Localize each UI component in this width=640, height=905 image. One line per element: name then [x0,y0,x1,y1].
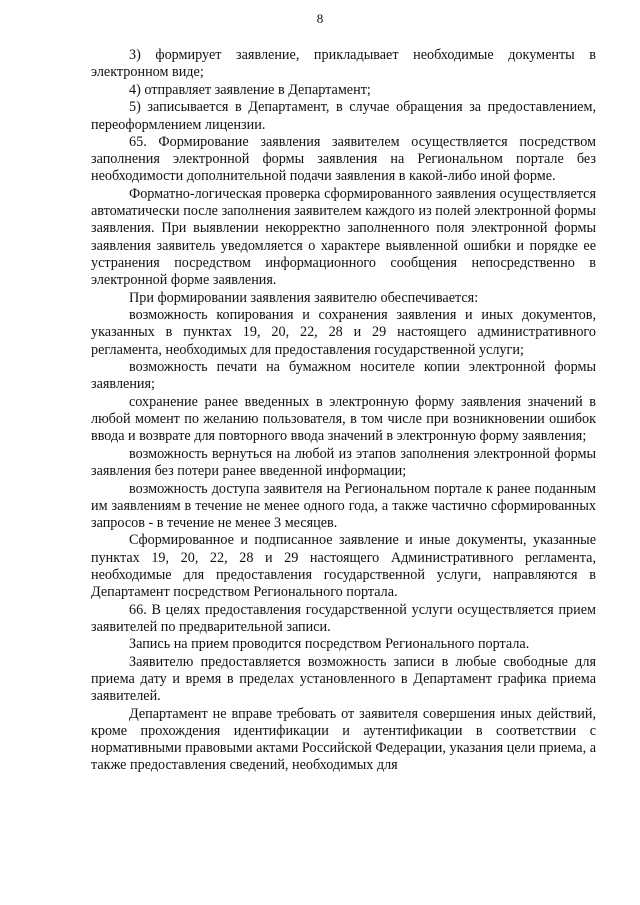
paragraph: сохранение ранее введенных в электронную форму заявления значений в любой момент по желанию пользователя, в том числе при возникновении ошибок ввода и возврате для повторного ввода значений в электронную форму заявления; [91,393,596,445]
paragraph: При формировании заявления заявителю обеспечивается: [129,289,479,306]
paragraph: возможность вернуться на любой из этапов заполнения электронной формы заявления без потери ранее введенной информации; [91,445,596,479]
page-body [91,47,596,775]
page-number: 8 [316,11,324,26]
paragraph: возможность копирования и сохранения заявления и иных документов, указанных в пунктах 19, 20, 22, 28 и 29 настоящего административного регламента, необходимых для предоставления государственной услуги; [91,307,596,358]
paragraph: Форматно-логическая проверка сформированного заявления осуществляется автоматически после заполнения заявителем каждого из полей электронной формы заявления. При выявлении некорректно заполненного поля электронной формы заявления заявитель уведомляется о характере выявленной ошибки и порядке ее устранения посредством информационного сообщения непосредственно в электронной форме заявления. [91,186,596,289]
paragraph: Заявителю предоставляется возможность записи в любые свободные для приема дату и время в пределах установленного в Департамент графика приема заявителей. [91,653,596,705]
paragraph: 5) записывается в Департамент, в случае обращения за предоставлением, переоформлением лицензии. [91,99,596,133]
paragraph: 4) отправляет заявление в Департамент; [129,81,371,98]
paragraph: 3) формирует заявление, прикладывает необходимые документы в электронном виде; [91,47,596,81]
paragraph: Департамент не вправе требовать от заявителя совершения иных действий, кроме прохождения идентификации и аутентификации в соответствии с нормативными правовыми актами Российской Федерации, указания цели приема, а также предоставления сведений, необходимых для [91,705,596,774]
paragraph: Запись на прием проводится посредством Регионального портала. [129,636,530,653]
paragraph: 65. Формирование заявления заявителем осуществляется посредством заполнения электронной формы заявления на Региональном портале без необходимости дополнительной подачи заявления в какой-либо иной форме. [91,134,596,185]
paragraph: возможность печати на бумажном носителе копии электронной формы заявления; [91,359,596,393]
paragraph: возможность доступа заявителя на Региональном портале к ранее поданным им заявлениям в течение не менее одного года, а также частично сформированных запросов - в течение не менее 3 месяцев. [91,480,596,531]
paragraph: 66. В целях предоставления государственной услуги осуществляется прием заявителей по предварительной записи. [91,601,596,635]
paragraph: Сформированное и подписанное заявление и иные документы, указанные пунктах 19, 20, 22, 28 и 29 настоящего Административного регламента, необходимые для предоставления государственной услуги, направляются в Департамент посредством Регионального портала. [91,532,596,601]
